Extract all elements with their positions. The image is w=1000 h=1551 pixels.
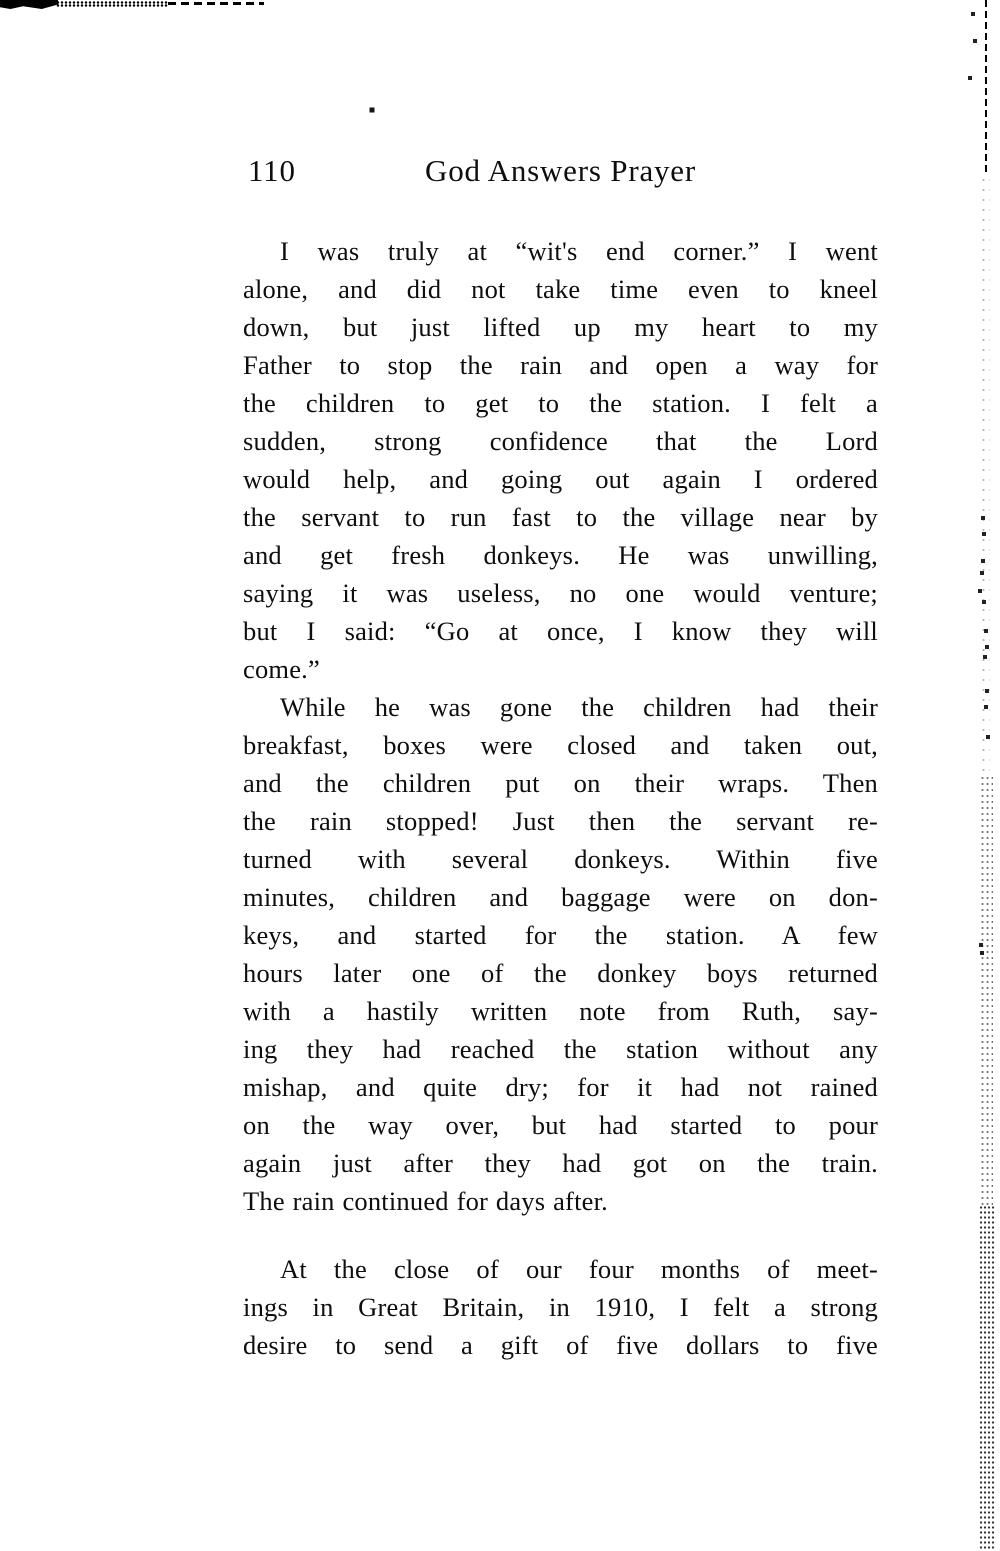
text-line: At the close of our four months of meet-	[280, 1254, 878, 1284]
text-line: hours later one of the donkey boys returned	[243, 958, 878, 988]
text-line: with a hastily written note from Ruth, say-	[243, 996, 878, 1026]
scan-artifact-right-edge-noise-middle	[980, 775, 993, 1205]
paragraph	[243, 688, 878, 1220]
scan-specks	[0, 0, 2, 2]
text-line: keys, and started for the station. A few	[243, 920, 878, 950]
text-line: saying it was useless, no one would venture;	[243, 578, 878, 608]
page-number: 110	[248, 153, 296, 188]
text-line: come.”	[243, 654, 320, 684]
text-line: While he was gone the children had their	[280, 692, 878, 722]
scan-artifact-top-edge-stipple	[56, 1, 168, 7]
paragraph	[243, 232, 878, 688]
text-line: turned with several donkeys. Within five	[243, 844, 878, 874]
text-line: ings in Great Britain, in 1910, I felt a strong	[243, 1292, 878, 1322]
text-line: the rain stopped! Just then the servant re-	[243, 806, 878, 836]
scan-artifact-top-edge	[0, 0, 58, 9]
text-line: but I said: “Go at once, I know they will	[243, 616, 878, 646]
text-line: The rain continued for days after.	[243, 1186, 608, 1216]
scan-artifact-right-edge-noise-lower	[979, 1205, 996, 1551]
text-line: desire to send a gift of five dollars to five	[243, 1330, 878, 1360]
text-line: the children to get to the station. I felt a	[243, 388, 878, 418]
scan-artifact-top-edge-dashes	[168, 2, 264, 5]
scan-artifact-right-edge-line	[985, 0, 987, 175]
paragraph	[243, 1250, 878, 1364]
text-line: on the way over, but had started to pour	[243, 1110, 878, 1140]
text-line: would help, and going out again I ordered	[243, 464, 878, 494]
running-title: God Answers Prayer	[425, 153, 696, 188]
text-line: breakfast, boxes were closed and taken out,	[243, 730, 878, 760]
text-line: and the children put on their wraps. Then	[243, 768, 878, 798]
text-line: Father to stop the rain and open a way for	[243, 350, 878, 380]
text-line: ing they had reached the station without any	[243, 1034, 878, 1064]
text-column	[243, 232, 878, 1364]
text-line: I was truly at “wit's end corner.” I went	[280, 236, 878, 266]
text-line: sudden, strong confidence that the Lord	[243, 426, 878, 456]
text-line: and get fresh donkeys. He was unwilling,	[243, 540, 878, 570]
text-line: alone, and did not take time even to kneel	[243, 274, 878, 304]
scan-artifact-right-edge-noise-upper	[980, 175, 990, 775]
page-header	[243, 150, 878, 192]
text-line: the servant to run fast to the village near by	[243, 502, 878, 532]
text-line: minutes, children and baggage were on don-	[243, 882, 878, 912]
text-line: again just after they had got on the train.	[243, 1148, 878, 1178]
text-line: mishap, and quite dry; for it had not rained	[243, 1072, 878, 1102]
text-line: down, but just lifted up my heart to my	[243, 312, 878, 342]
